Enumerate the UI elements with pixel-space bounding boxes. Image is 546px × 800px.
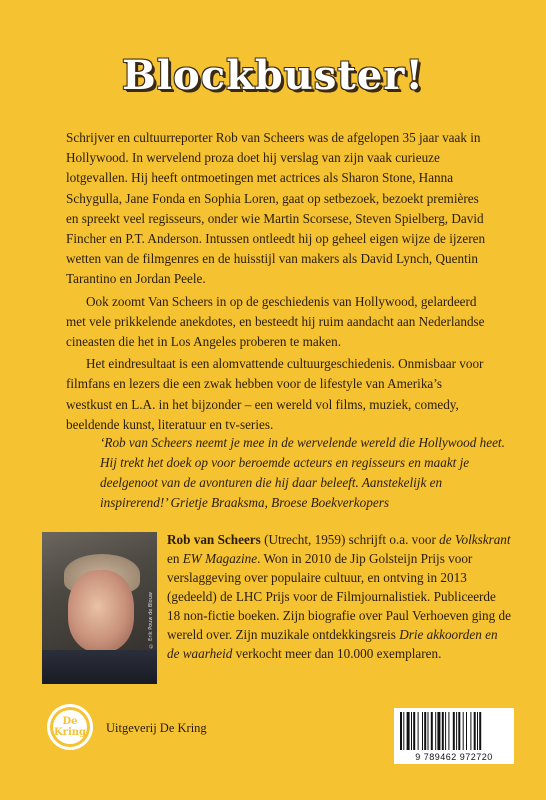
author-name: Rob van Scheers [167, 532, 261, 547]
blurb [66, 128, 490, 437]
barcode-bar [422, 712, 423, 750]
barcode-bar [411, 712, 412, 750]
blurb-paragraph-1: Schrijver en cultuurreporter Rob van Scheers was de afgelopen 35 jaar vaak in Hollywood. In wervelend proza doet hij verslag van zijn vaak curieuze lotgevallen. Hij heeft ontmoetingen met actrices als Sharon Stone, Hanna Schygulla, Jane Fonda en Sophia Loren, gaat op setbezoek, bezoekt premières en spreekt veel regisseurs, onder wie Martin Scorsese, Steven Spielberg, David Fincher en P.T. Anderson. Intussen ontleedt hij op geheel eigen wijze de ijzeren wetten van de filmgenres en de huisstijl van makers als David Lynch, Quentin Tarantino en Jordan Peele. [66, 130, 486, 287]
photo-credit: © Erik Pouw de Blouw [148, 592, 154, 649]
barcode-bar [453, 712, 455, 750]
blurb-paragraph-3: Het eindresultaat is een alomvattende cultuurgeschiedenis. Onmisbaar voor filmfans en lezers die een zwak hebben voor de lifestyle van Amerika’s westkust en L.A. in het bijzonder – een wereld vol films, muziek, comedy, beeldende kunst, literatuur en tv-series. [66, 356, 484, 432]
svg-text:Kring: Kring [53, 727, 87, 738]
bio-text-1: (Utrecht, 1959) schrijft o.a. voor [260, 532, 440, 547]
bio-outlet-2: EW Magazine [182, 551, 258, 566]
review-quote [100, 433, 505, 513]
barcode-bar [435, 712, 436, 750]
barcode-bar [477, 712, 478, 750]
bio-text-2: en [167, 551, 183, 566]
barcode-bar [413, 712, 415, 750]
bio-outlet-1: de Volkskrant [439, 532, 511, 547]
publisher-logo-graphic [46, 703, 94, 751]
bio-book-title: Drie akkoorden en de waarheid [167, 627, 498, 661]
quote-text: ‘Rob van Scheers neemt je mee in de wervelende wereld die Hollywood heet. Hij trekt het doek op voor beroemde acteurs en regisseurs en maakt je deelgenoot van de avonturen die hij daar beleeft. Aanstekelijk en inspirerend!’ [100, 435, 505, 510]
barcode-bar [437, 712, 440, 750]
barcode-bar [418, 712, 419, 750]
bio-text-3: . Won in 2010 de Jip Golsteijn Prijs voor verslaggeving over populaire cultuur, en ontving in 2013 (gedeeld) de LHC Prijs voor de Filmjournalistiek. Publiceerde 18 non-fictie boeken. Zijn biografie over Paul Verhoeven ging de wereld over. Zijn muzikale ontdekkingsreis [167, 551, 511, 642]
isbn-number: 9 789462 972720 [415, 752, 493, 762]
barcode-bar [403, 712, 404, 750]
isbn-barcode [394, 708, 514, 764]
barcode-bar [463, 712, 464, 750]
barcode-bar [407, 712, 410, 750]
barcode-bar [466, 712, 467, 750]
book-title: Blockbuster! [122, 52, 424, 99]
author-bio [167, 530, 512, 663]
publisher-name: Uitgeverij De Kring [106, 721, 207, 735]
author-photo [42, 532, 157, 684]
publisher-logo [46, 703, 94, 751]
barcode-bar [445, 712, 446, 750]
barcode-bar [479, 712, 481, 750]
barcode-bar [400, 712, 402, 750]
barcode-bar [474, 712, 476, 750]
barcode-bar [456, 712, 457, 750]
quote-attribution: Grietje Braaksma, Broese Boekverkopers [170, 495, 389, 510]
bio-text-4: verkocht meer dan 10.000 exemplaren. [232, 646, 442, 661]
barcode-bars [400, 712, 508, 750]
barcode-bar [431, 712, 433, 750]
barcode-bar [424, 712, 426, 750]
author-face [68, 570, 134, 652]
barcode-bar [458, 712, 460, 750]
barcode-bar [470, 712, 471, 750]
blurb-paragraph-2: Ook zoomt Van Scheers in op de geschiedenis van Hollywood, gelardeerd met vele prikkelende anekdotes, en besteedt hij ruim aandacht aan Nederlandse cineasten die het in Los Angeles proberen te maken. [66, 293, 485, 350]
barcode-bar [448, 712, 449, 750]
barcode-bar [428, 712, 429, 750]
svg-text:De: De [62, 716, 78, 727]
barcode-bar [442, 712, 444, 750]
author-shirt [42, 650, 157, 684]
